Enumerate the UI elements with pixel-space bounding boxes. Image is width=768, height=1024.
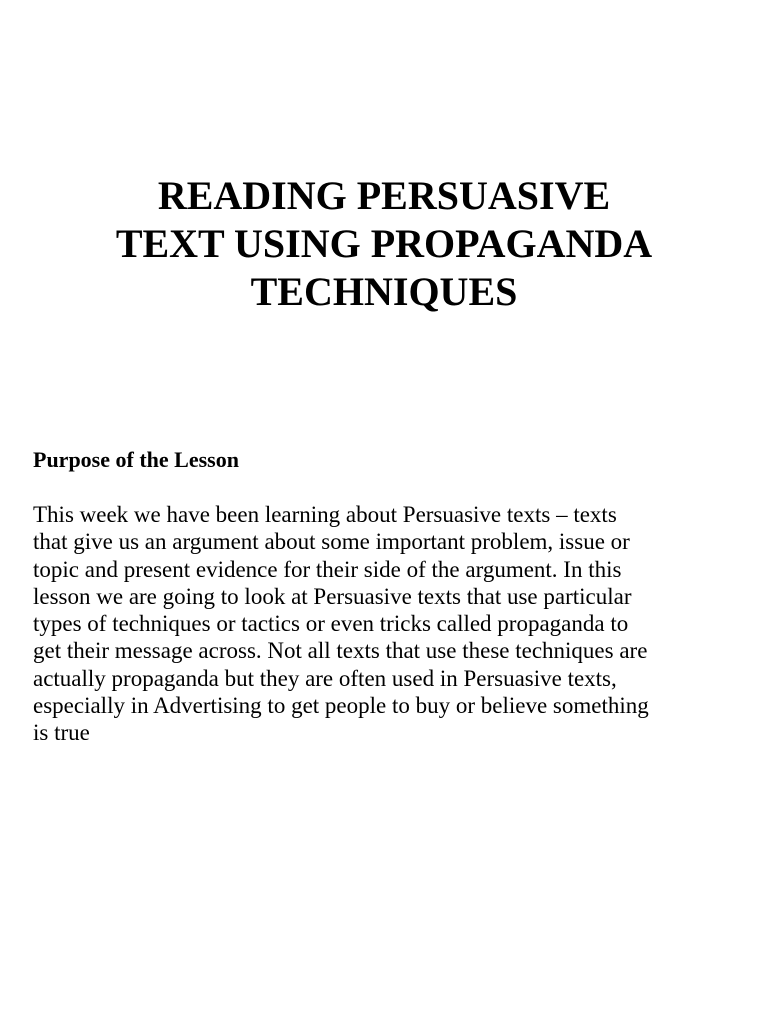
body-line: that give us an argument about some important problem, issue or xyxy=(33,529,630,555)
title-line: TEXT USING PROPAGANDA xyxy=(115,221,653,266)
body-line: get their message across. Not all texts that use these techniques are xyxy=(33,638,648,664)
body-line: actually propaganda but they are often used in Persuasive texts, xyxy=(33,665,617,691)
title-line: READING PERSUASIVE xyxy=(157,173,611,218)
body-paragraph xyxy=(33,501,753,747)
body-line: This week we have been learning about Persuasive texts – texts xyxy=(33,502,617,527)
title-line: TECHNIQUES xyxy=(250,269,518,314)
page-title xyxy=(40,172,728,316)
body-line: topic and present evidence for their side of the argument. In this xyxy=(33,556,622,582)
section-heading: Purpose of the Lesson xyxy=(33,447,239,472)
body-line: is true xyxy=(33,720,90,746)
body-line: lesson we are going to look at Persuasive texts that use particular xyxy=(33,583,632,609)
body-line: types of techniques or tactics or even tricks called propaganda to xyxy=(33,611,629,637)
body-line: especially in Advertising to get people to buy or believe something xyxy=(33,693,649,719)
